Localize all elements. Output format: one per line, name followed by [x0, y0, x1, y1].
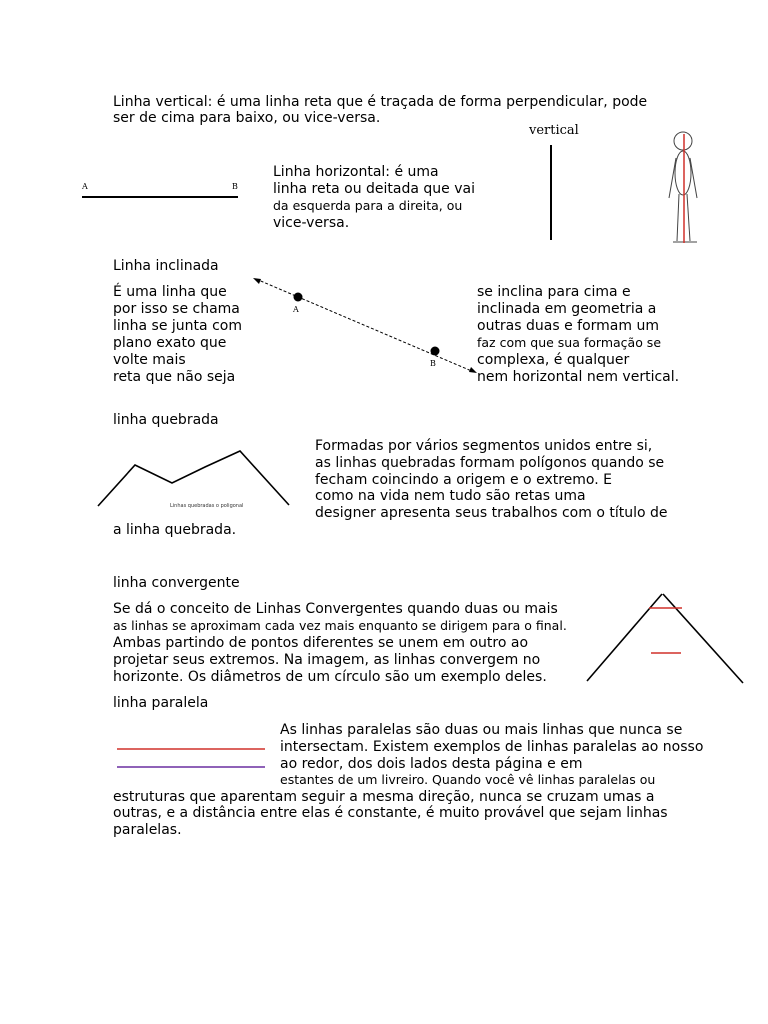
inclinada-left-4: plano exato que	[113, 335, 227, 351]
inclinada-left-2: por isso se chama	[113, 301, 240, 317]
convergente-line-3: Ambas partindo de pontos diferentes se unem em outro ao	[113, 635, 529, 651]
convergente-line-4: projetar seus extremos. Na imagem, as linhas convergem no	[113, 652, 541, 668]
inclinada-left-5: volte mais	[113, 352, 186, 368]
parallel-lines-figure	[115, 742, 270, 772]
paralela-title: linha paralela	[113, 695, 209, 711]
paralela-line-1: As linhas paralelas são duas ou mais linhas que nunca se	[280, 722, 683, 738]
inclinada-left-1: É uma linha que	[113, 284, 227, 300]
quebrada-line-5: designer apresenta seus trabalhos com o título de	[315, 505, 668, 521]
paralela-line-7: paralelas.	[113, 822, 182, 838]
paralela-line-5: estruturas que aparentam seguir a mesma direção, nunca se cruzam umas a	[113, 789, 655, 805]
horizontal-line-1: Linha horizontal: é uma	[273, 164, 439, 180]
quebrada-line-2: as linhas quebradas formam polígonos quando se	[315, 455, 665, 471]
convergente-line-1: Se dá o conceito de Linhas Convergentes quando duas ou mais	[113, 601, 558, 617]
broken-line-figure	[95, 445, 295, 510]
quebrada-last-line: a linha quebrada.	[113, 522, 237, 538]
vertical-line-figure	[540, 140, 560, 245]
paralela-line-2: intersectam. Existem exemplos de linhas paralelas ao nosso	[280, 739, 704, 755]
inclinada-left-3: linha se junta com	[113, 318, 242, 334]
inclined-point-a-label: A	[293, 305, 299, 314]
horizontal-line-4: vice-versa.	[273, 215, 350, 231]
convergent-lines-figure	[585, 588, 750, 688]
inclinada-left-6: reta que não seja	[113, 369, 236, 385]
quebrada-line-4: como na vida nem tudo são retas uma	[315, 488, 586, 504]
inclinada-right-6: nem horizontal nem vertical.	[477, 369, 680, 385]
inclinada-right-4: faz com que sua formação se	[477, 335, 662, 350]
horizontal-point-b-label: B	[232, 182, 238, 191]
quebrada-title: linha quebrada	[113, 412, 219, 428]
paralela-line-4: estantes de um livreiro. Quando você vê linhas paralelas ou	[280, 772, 656, 787]
inclined-line-figure	[250, 272, 480, 382]
convergente-line-2: as linhas se aproximam cada vez mais enquanto se dirigem para o final.	[113, 618, 567, 633]
inclinada-title: Linha inclinada	[113, 258, 219, 274]
vertical-figure-label: vertical	[529, 123, 579, 138]
paralela-line-3: ao redor, dos dois lados desta página e em	[280, 756, 583, 772]
inclinada-right-3: outras duas e formam um	[477, 318, 659, 334]
inclined-point-b-label: B	[430, 359, 436, 368]
vertical-line-1: Linha vertical: é uma linha reta que é traçada de forma perpendicular, pode	[113, 94, 648, 110]
horizontal-line-figure	[80, 192, 240, 202]
inclinada-right-1: se inclina para cima e	[477, 284, 631, 300]
inclinada-right-5: complexa, é qualquer	[477, 352, 630, 368]
horizontal-point-a-label: A	[82, 182, 88, 191]
quebrada-line-1: Formadas por vários segmentos unidos entre si,	[315, 438, 653, 454]
horizontal-line-2: linha reta ou deitada que vai	[273, 181, 475, 197]
inclinada-right-2: inclinada em geometria a	[477, 301, 657, 317]
horizontal-line-3: da esquerda para a direita, ou	[273, 198, 463, 213]
vertical-line-2: ser de cima para baixo, ou vice-versa.	[113, 110, 381, 126]
quebrada-line-3: fecham coincindo a origem e o extremo. E	[315, 472, 612, 488]
convergente-title: linha convergente	[113, 575, 240, 591]
human-figure-icon	[660, 128, 710, 248]
paralela-line-6: outras, e a distância entre elas é constante, é muito provável que sejam linhas	[113, 805, 668, 821]
convergente-line-5: horizonte. Os diâmetros de um círculo são um exemplo deles.	[113, 669, 547, 685]
broken-line-caption: Linhas quebradas o poligonal	[170, 503, 244, 509]
